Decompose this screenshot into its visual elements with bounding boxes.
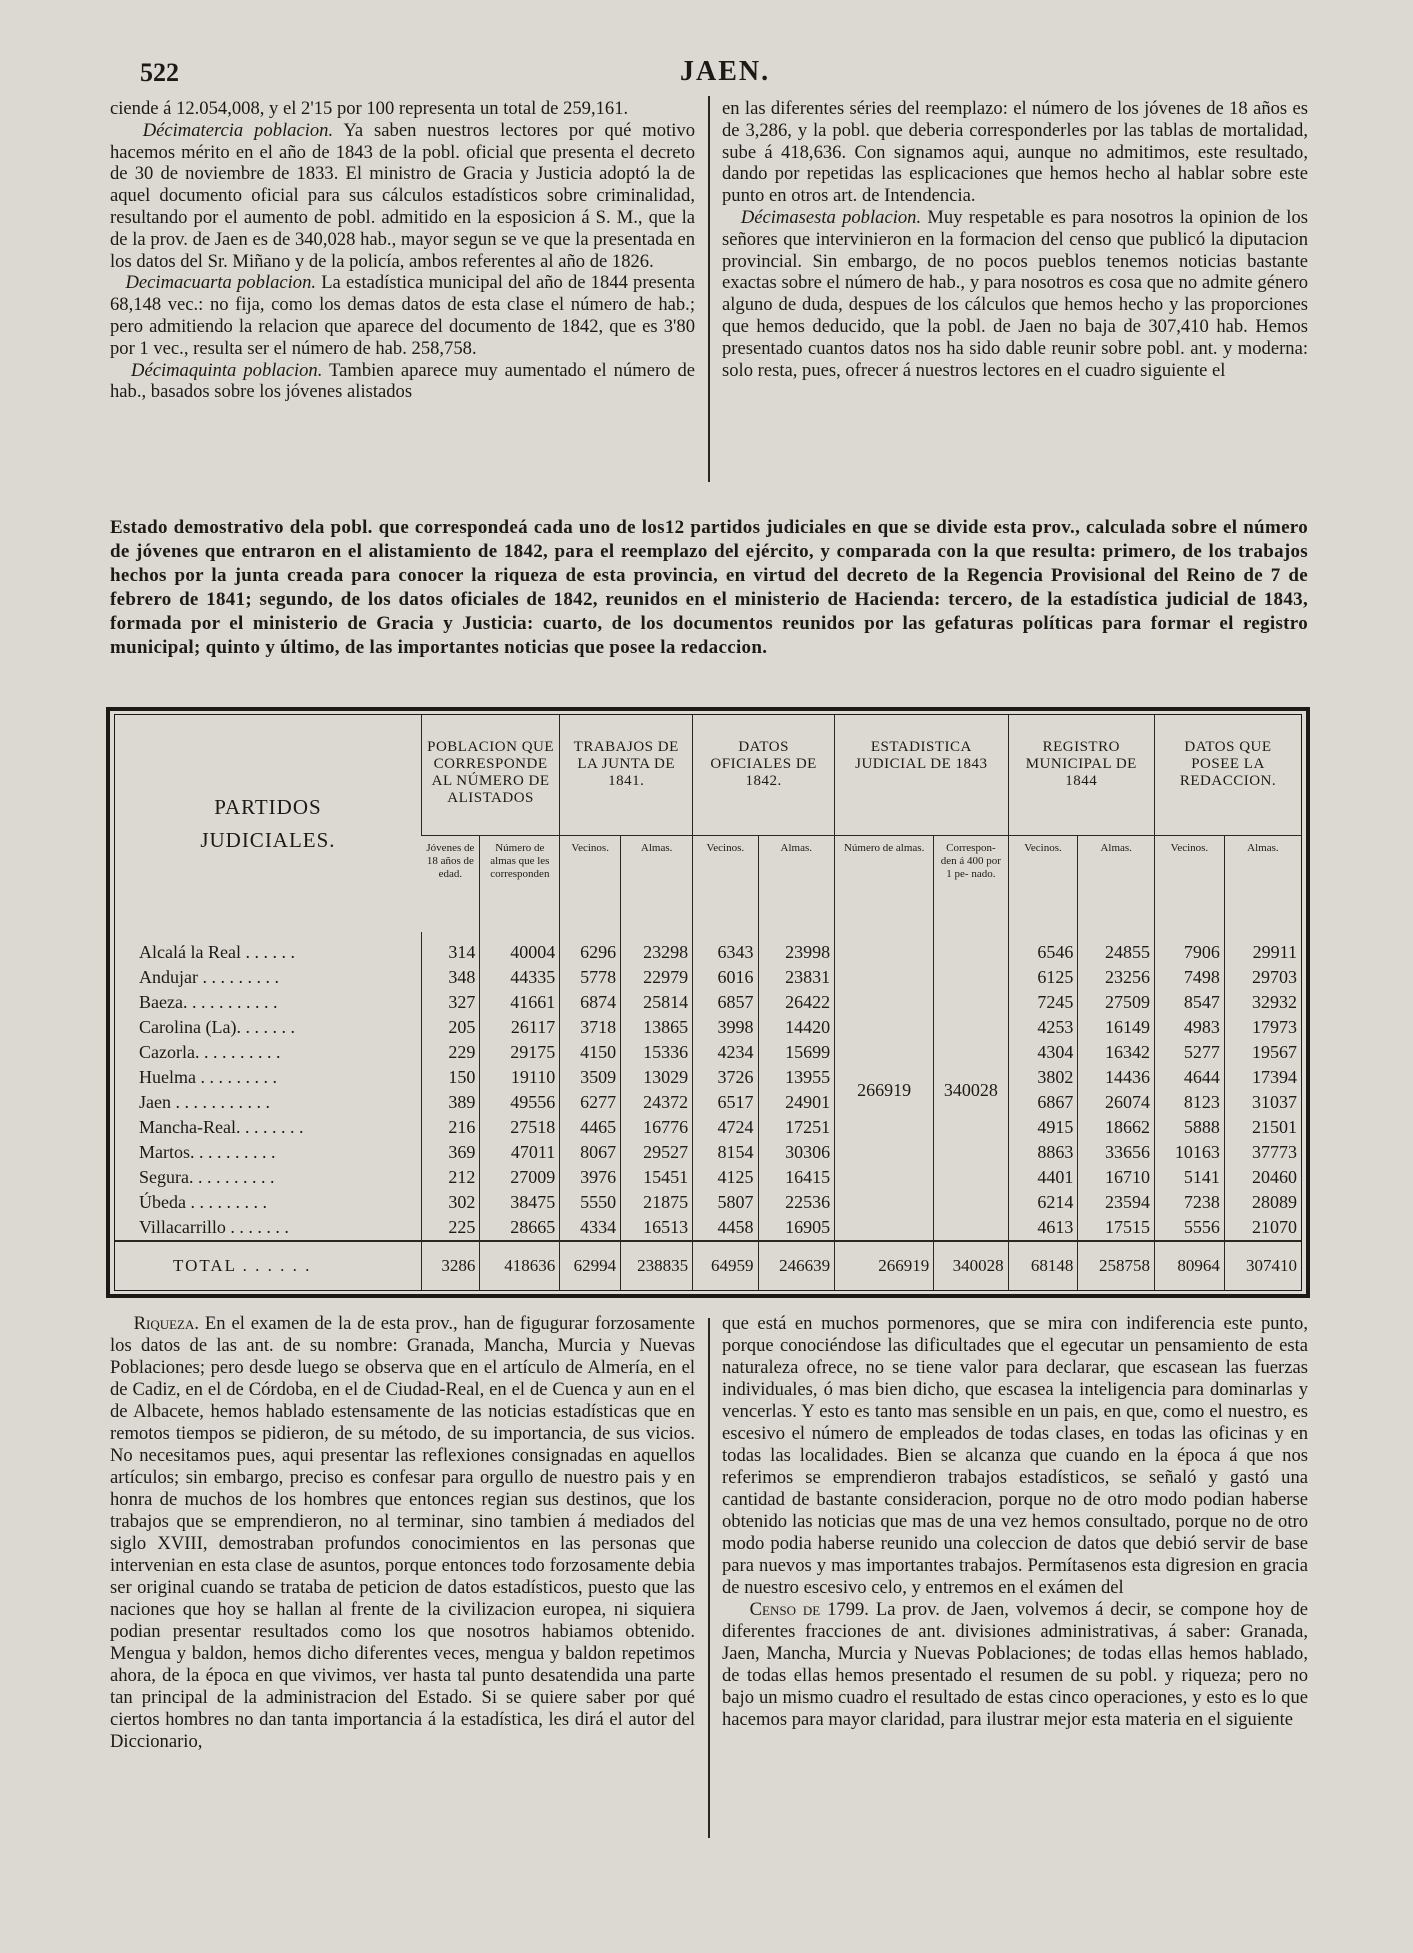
top-right-column — [722, 98, 1308, 381]
table-cell: 6546 — [1008, 932, 1078, 965]
table-cell: 4125 — [693, 1165, 758, 1190]
group-header-municipal-1844: REGISTRO MUNICIPAL DE 1844 — [1008, 715, 1154, 836]
table-row — [115, 1040, 1301, 1065]
total-cell: 418636 — [480, 1241, 560, 1290]
bottom-right-column — [722, 1313, 1308, 1731]
table-cell: 25814 — [621, 990, 693, 1015]
top-left-column — [110, 98, 695, 403]
table-row — [115, 965, 1301, 990]
table-cell: 6517 — [693, 1090, 758, 1115]
table-cell: 37773 — [1224, 1140, 1301, 1165]
paragraph — [110, 360, 695, 404]
table-cell: 29703 — [1224, 965, 1301, 990]
table-cell: 33656 — [1078, 1140, 1155, 1165]
table-cell: 22536 — [758, 1190, 835, 1215]
group-header-redaccion: DATOS QUE POSEE LA REDACCION. — [1154, 715, 1301, 836]
table-cell: 6016 — [693, 965, 758, 990]
table-cell: 27509 — [1078, 990, 1155, 1015]
table-cell: 3726 — [693, 1065, 758, 1090]
table-row — [115, 1190, 1301, 1215]
partido-name: Mancha-Real. . . . . . . . — [139, 1117, 304, 1137]
total-cell: 62994 — [560, 1241, 621, 1290]
table-cell: 10163 — [1154, 1140, 1224, 1165]
table-cell: 6277 — [560, 1090, 621, 1115]
paragraph-text: La prov. de Jaen, volvemos á decir, se compone hoy de diferentes fracciones de ant. divisiones administrativas, á saber: Granada, Jaen, Mancha, Murcia y Nuevas Poblaciones; de todas ellas hemos hablado, de todas ellas hemos presentado el resumen de su pobl. y riqueza; pero no bajo un mismo cuadro el resultado de estas cinco operaciones, y esto es lo que hacemos para mayor claridad, para ilustrar mejor esta materia en el siguiente — [722, 1599, 1308, 1730]
table-row — [115, 1165, 1301, 1190]
table-cell: 5141 — [1154, 1165, 1224, 1190]
table-cell: 29911 — [1224, 932, 1301, 965]
table-cell: 4304 — [1008, 1040, 1078, 1065]
table-cell: 28665 — [480, 1215, 560, 1241]
table-cell: 5807 — [693, 1190, 758, 1215]
table-cell: 8547 — [1154, 990, 1224, 1015]
table-cell: 23298 — [621, 932, 693, 965]
sub-header: Vecinos. — [1008, 836, 1078, 933]
table-caption: Estado demostrativo dela pobl. que correspondeá cada uno de los12 partidos judiciales en que se divide esta prov., calculada sobre el número de jóvenes que entraron en el alistamiento de 1842, para el reemplazo del ejército, y comparada con la que resulta: primero, de los trabajos hechos por la junta creada para conocer la riqueza de esta provincia, en virtud del decreto de la Regencia Provisional del Reino de 7 de febrero de 1841; segundo, de los datos oficiales de 1842, reunidos en el ministerio de Hacienda: tercero, de la estadística judicial de 1843, formada por el ministerio de Gracia y Justicia: cuarto, de los documentos reunidos por las gefaturas políticas para formar el registro municipal; quinto y último, de las importantes noticias que posee la redaccion. — [110, 517, 1308, 658]
table-cell: 3802 — [1008, 1065, 1078, 1090]
table-total-row — [115, 1241, 1301, 1290]
partido-name: Segura. . . . . . . . . . — [139, 1167, 275, 1187]
table-cell: 4458 — [693, 1215, 758, 1241]
table-cell: 23998 — [758, 932, 835, 965]
table-cell: 6857 — [693, 990, 758, 1015]
table-cell: 6343 — [693, 932, 758, 965]
table-cell: 21070 — [1224, 1215, 1301, 1241]
table-cell: 30306 — [758, 1140, 835, 1165]
table-cell: 369 — [421, 1140, 480, 1165]
sub-header: Almas. — [1078, 836, 1155, 933]
table-cell: 13955 — [758, 1065, 835, 1090]
table-cell: 13865 — [621, 1015, 693, 1040]
table-cell: 4150 — [560, 1040, 621, 1065]
table-cell: 4234 — [693, 1040, 758, 1065]
table-cell: 14436 — [1078, 1065, 1155, 1090]
paragraph-lead: Décimasesta poblacion. — [740, 206, 922, 228]
table-cell: 28089 — [1224, 1190, 1301, 1215]
table-cell: 17251 — [758, 1115, 835, 1140]
table-cell: 16342 — [1078, 1040, 1155, 1065]
table-cell: 7498 — [1154, 965, 1224, 990]
table-cell: 23594 — [1078, 1190, 1155, 1215]
table-cell: 6125 — [1008, 965, 1078, 990]
table-cell: 16710 — [1078, 1165, 1155, 1190]
table-cell: 216 — [421, 1115, 480, 1140]
table-cell: 32932 — [1224, 990, 1301, 1015]
table-cell: 229 — [421, 1040, 480, 1065]
table-cell: 7238 — [1154, 1190, 1224, 1215]
sub-header: Vecinos. — [560, 836, 621, 933]
table-cell: 14420 — [758, 1015, 835, 1040]
paragraph-lead: Riqueza. — [133, 1313, 200, 1334]
table-cell: 26422 — [758, 990, 835, 1015]
table-cell: 49556 — [480, 1090, 560, 1115]
paragraph: que está en muchos pormenores, que se mira con indiferencia este punto, porque conociéndose las dificultades que el egecutar un pensamiento de esta naturaleza ofrece, no se tiene valor para declarar, que escasean las fuerzas individuales, ó mas bien dicho, que escasea la inteligencia para dominarlas y vencerlas. Y esto es tanto mas sensible en un pais, en que, como el nuestro, es escesivo el número de empleados de todas clases, en todas las oficinas y en todas las localidades. Bien se alcanza que cuando en la época á que nos referimos se emprendieron trabajos estadísticos, se señaló y gastó una cantidad de bastante consideracion, porque no de otro modo podian haberse obtenido las noticias que mas de una vez hemos consultado, porque no de otro modo podia haberse reunido una coleccion de datos que debió servir de base para nuevos y mas importantes trabajos. Permítasenos esta digresion en gracia de nuestro escesivo celo, y entremos en el exámen del — [722, 1313, 1308, 1598]
table-cell: 31037 — [1224, 1090, 1301, 1115]
total-cell: 64959 — [693, 1241, 758, 1290]
table-cell: 15699 — [758, 1040, 835, 1065]
total-cell: 258758 — [1078, 1241, 1155, 1290]
table-cell: 21875 — [621, 1190, 693, 1215]
paragraph — [110, 272, 695, 359]
table-cell: 327 — [421, 990, 480, 1015]
group-header-alistados: POBLACION QUE CORRESPONDE AL NÚMERO DE ALISTADOS — [421, 715, 559, 836]
table-cell: 26117 — [480, 1015, 560, 1040]
table-cell: 8067 — [560, 1140, 621, 1165]
table-cell: 4465 — [560, 1115, 621, 1140]
group-header-judicial-1843: ESTADISTICA JUDICIAL DE 1843 — [835, 715, 1008, 836]
bottom-left-column — [110, 1313, 695, 1753]
paragraph: ciende á 12.054,008, y el 2'15 por 100 representa un total de 259,161. — [110, 98, 629, 119]
sub-header: Jóvenes de 18 años de edad. — [421, 836, 480, 933]
total-cell: 238835 — [621, 1241, 693, 1290]
table-cell: 16776 — [621, 1115, 693, 1140]
sub-header: Almas. — [758, 836, 835, 933]
table-cell: 302 — [421, 1190, 480, 1215]
partido-name: Martos. . . . . . . . . . — [139, 1142, 276, 1162]
table-cell: 7906 — [1154, 932, 1224, 965]
table-cell: 3718 — [560, 1015, 621, 1040]
sub-header: Almas. — [621, 836, 693, 933]
partido-name: Alcalá la Real . . . . . . — [139, 942, 295, 962]
partido-name: Cazorla. . . . . . . . . . — [139, 1042, 281, 1062]
table-row — [115, 932, 1301, 965]
table-cell: 6874 — [560, 990, 621, 1015]
table-cell: 19110 — [480, 1065, 560, 1090]
table-cell: 24855 — [1078, 932, 1155, 965]
table-cell: 20460 — [1224, 1165, 1301, 1190]
partidos-header-line: JUDICIALES. — [200, 827, 336, 852]
table-row — [115, 1015, 1301, 1040]
table-row — [115, 990, 1301, 1015]
partido-name: Jaen . . . . . . . . . . . — [139, 1092, 270, 1112]
sub-header: Número de almas que les corresponden — [480, 836, 560, 933]
table-cell: 19567 — [1224, 1040, 1301, 1065]
table-cell: 13029 — [621, 1065, 693, 1090]
table-cell: 17394 — [1224, 1065, 1301, 1090]
sub-header: Correspon- den á 400 por 1 pe- nado. — [934, 836, 1008, 933]
table-cell: 4915 — [1008, 1115, 1078, 1140]
partido-name: Baeza. . . . . . . . . . . — [139, 992, 278, 1012]
table-cell: 5556 — [1154, 1215, 1224, 1241]
paragraph — [110, 1313, 695, 1753]
paragraph-text: Ya saben nuestros lectores por qué motivo hacemos mérito en el año de 1843 de la pobl. oficial que presenta el decreto de 30 de noviembre de 1833. El ministro de Gracia y Justicia adoptó la de aquel documento oficial para sus cálculos estadísticos sobre criminalidad, resultando por el aumento de pobl. admitido en la esposicion á S. M., que la de la prov. de Jaen es de 340,028 hab., mayor segun se ve que la presentada en los datos del Sr. Miñano y de la policía, ambos referentes al año de 1826. — [110, 119, 695, 272]
partido-name: Úbeda . . . . . . . . . — [139, 1192, 267, 1212]
table-cell: 21501 — [1224, 1115, 1301, 1140]
total-cell: 266919 — [835, 1241, 934, 1290]
table-cell: 389 — [421, 1090, 480, 1115]
table-cell: 5550 — [560, 1190, 621, 1215]
table-cell: 16905 — [758, 1215, 835, 1241]
table-cell: 212 — [421, 1165, 480, 1190]
total-cell: 246639 — [758, 1241, 835, 1290]
total-cell: 3286 — [421, 1241, 480, 1290]
sub-header: Vecinos. — [693, 836, 758, 933]
table-group-header-row — [115, 715, 1301, 836]
table-cell: 150 — [421, 1065, 480, 1090]
total-cell: 80964 — [1154, 1241, 1224, 1290]
paragraph — [722, 207, 1308, 381]
partido-name: Andujar . . . . . . . . . — [139, 967, 279, 987]
population-table — [115, 715, 1301, 1290]
sub-header: Número de almas. — [835, 836, 934, 933]
table-cell: 6296 — [560, 932, 621, 965]
table-cell: 47011 — [480, 1140, 560, 1165]
table-cell: 314 — [421, 932, 480, 965]
table-cell: 27009 — [480, 1165, 560, 1190]
table-row — [115, 1115, 1301, 1140]
table-cell: 8123 — [1154, 1090, 1224, 1115]
table-cell: 27518 — [480, 1115, 560, 1140]
partido-name: Villacarrillo . . . . . . . — [139, 1217, 289, 1237]
sub-header: Vecinos. — [1154, 836, 1224, 933]
group-header-junta-1841: TRABAJOS DE LA JUNTA DE 1841. — [560, 715, 693, 836]
group-header-datos-1842: DATOS OFICIALES DE 1842. — [693, 715, 835, 836]
table-cell: 38475 — [480, 1190, 560, 1215]
table-cell: 16513 — [621, 1215, 693, 1241]
table-cell: 8863 — [1008, 1140, 1078, 1165]
table-cell: 4613 — [1008, 1215, 1078, 1241]
paragraph-text: En el examen de la de esta prov., han de figugurar forzosamente los datos de las ant. de su nombre: Granada, Mancha, Murcia y Nuevas Poblaciones; pero desde luego se observa que en el artículo de Almería, en el de Cadiz, en el de Córdoba, en el de Ciudad-Real, en el de Cuenca y aun en el de Albacete, hemos hablado estensamente de las noticias estadísticas que en remotos tiempos se pidieron, de su método, de su importancia, de sus vicios. No necesitamos pues, aqui presentar las reflexiones consignadas en aquellos artículos; sin embargo, preciso es confesar para orgullo de nuestro pais y en honra de muchos de los hombres que entonces regian sus destinos, que los trabajos que se emprendieron, no al terminar, sino tambien á mediados del siglo XVIII, demostraban profundos conocimientos en las personas que intervenian en esta clase de asuntos, porque entonces todo forzosamente debia ser original cuando se trataba de peticion de datos estadísticos, puesto que las naciones que hoy se hallan al frente de la civilizacion europea, ni siquiera podian presentar resultados como los que nosotros habiamos obtenido. Mengua y baldon, hemos dicho diferentes veces, mengua y baldon repetimos ahora, de la época en que vivimos, ver hasta tal punto desatendida una parte tan principal de la administracion del Estado. Si se quiere saber por qué ciertos hombres no dan tanta importancia á la estadística, les dirá el autor del Diccionario, — [110, 1313, 696, 1752]
paragraph-lead: Decimacuarta poblacion. — [125, 272, 317, 294]
table-row — [115, 1090, 1301, 1115]
sub-header: Almas. — [1224, 836, 1301, 933]
column-divider — [708, 96, 710, 482]
table-cell: 3998 — [693, 1015, 758, 1040]
table-cell: 225 — [421, 1215, 480, 1241]
partido-name: Carolina (La). . . . . . . — [139, 1017, 295, 1037]
total-cell: 340028 — [934, 1241, 1008, 1290]
table-cell: 4334 — [560, 1215, 621, 1241]
table-cell: 8154 — [693, 1140, 758, 1165]
table-cell: 44335 — [480, 965, 560, 990]
table-cell: 7245 — [1008, 990, 1078, 1015]
table-cell: 5778 — [560, 965, 621, 990]
table-cell: 29527 — [621, 1140, 693, 1165]
table-cell: 16415 — [758, 1165, 835, 1190]
judicial-combined-cell: 340028 — [934, 932, 1008, 1241]
paragraph-lead: Censo de 1799. — [749, 1599, 869, 1620]
table-cell: 15451 — [621, 1165, 693, 1190]
table-cell: 16149 — [1078, 1015, 1155, 1040]
paragraph-text: La estadística municipal del año de 1844 presenta 68,148 vec.: no fija, como los demas datos de esta clase el número de hab.; pero admitiendo la relacion que aparece del documento de 1842, que es 3'80 por 1 vec., resulta ser el número de hab. 258,758. — [110, 272, 695, 359]
table-cell: 23831 — [758, 965, 835, 990]
column-divider — [708, 1318, 710, 1838]
table-cell: 3976 — [560, 1165, 621, 1190]
paragraph: en las diferentes séries del reemplazo: el número de los jóvenes de 18 años es de 3,286, y la pobl. que deberia corresponderles por las tablas de mortalidad, sube á 418,636. Con signamos aqui, aunque no admitimos, este resultado, dando por repetidas las esplicaciones que hemos hecho al hablar sobre este punto en otros art. de Intendencia. — [722, 98, 1308, 207]
partidos-header-line: PARTIDOS — [214, 794, 322, 819]
table-cell: 24372 — [621, 1090, 693, 1115]
paragraph — [110, 120, 695, 273]
paragraph-text: Muy respetable es para nosotros la opinion de los señores que intervinieron en la formacion del censo que publicó la diputacion provincial. Sin embargo, de no pocos pueblos tenemos noticias bastante exactas sobre el número de hab., y para nosotros es cosa que no admite género alguno de duda, despues de los cálculos que hemos hecho y las proporciones que hemos deducido, que la pobl. de Jaen no baja de 307,410 hab. Hemos presentado cuantos datos nos ha sido dable reunir sobre pobl. ant. y moderna: solo resta, pues, ofrecer á nuestros lectores en el cuadro siguiente el — [722, 206, 1308, 381]
paragraph-lead: Décimatercia poblacion. — [142, 119, 334, 141]
paragraph-lead: Décimaquinta poblacion. — [131, 359, 323, 381]
table-cell: 4644 — [1154, 1065, 1224, 1090]
table-cell: 348 — [421, 965, 480, 990]
table-cell: 26074 — [1078, 1090, 1155, 1115]
paragraph — [722, 1599, 1308, 1731]
table-cell: 17973 — [1224, 1015, 1301, 1040]
judicial-combined-cell: 266919 — [835, 932, 934, 1241]
table-row — [115, 1215, 1301, 1241]
table-cell: 24901 — [758, 1090, 835, 1115]
partidos-header — [115, 715, 421, 932]
table-cell: 15336 — [621, 1040, 693, 1065]
partido-name: Huelma . . . . . . . . . — [139, 1067, 277, 1087]
total-label: TOTAL . . . . . . — [115, 1241, 421, 1290]
table-row — [115, 1140, 1301, 1165]
table-cell: 5888 — [1154, 1115, 1224, 1140]
table-cell: 6214 — [1008, 1190, 1078, 1215]
table-cell: 4724 — [693, 1115, 758, 1140]
table-cell: 4253 — [1008, 1015, 1078, 1040]
table-cell: 22979 — [621, 965, 693, 990]
table-cell: 17515 — [1078, 1215, 1155, 1241]
table-cell: 29175 — [480, 1040, 560, 1065]
table-cell: 6867 — [1008, 1090, 1078, 1115]
table-cell: 41661 — [480, 990, 560, 1015]
table-row — [115, 1065, 1301, 1090]
total-cell: 68148 — [1008, 1241, 1078, 1290]
table-cell: 205 — [421, 1015, 480, 1040]
table-cell: 23256 — [1078, 965, 1155, 990]
table-cell: 4983 — [1154, 1015, 1224, 1040]
paragraph-text: Tambien aparece muy aumentado el número de hab., basados sobre los jóvenes alistados — [110, 359, 696, 403]
table-cell: 3509 — [560, 1065, 621, 1090]
table-cell: 40004 — [480, 932, 560, 965]
table-cell: 18662 — [1078, 1115, 1155, 1140]
page-number: 522 — [140, 58, 179, 87]
table-cell: 4401 — [1008, 1165, 1078, 1190]
page-title: JAEN. — [680, 56, 771, 87]
total-cell: 307410 — [1224, 1241, 1301, 1290]
table-cell: 5277 — [1154, 1040, 1224, 1065]
